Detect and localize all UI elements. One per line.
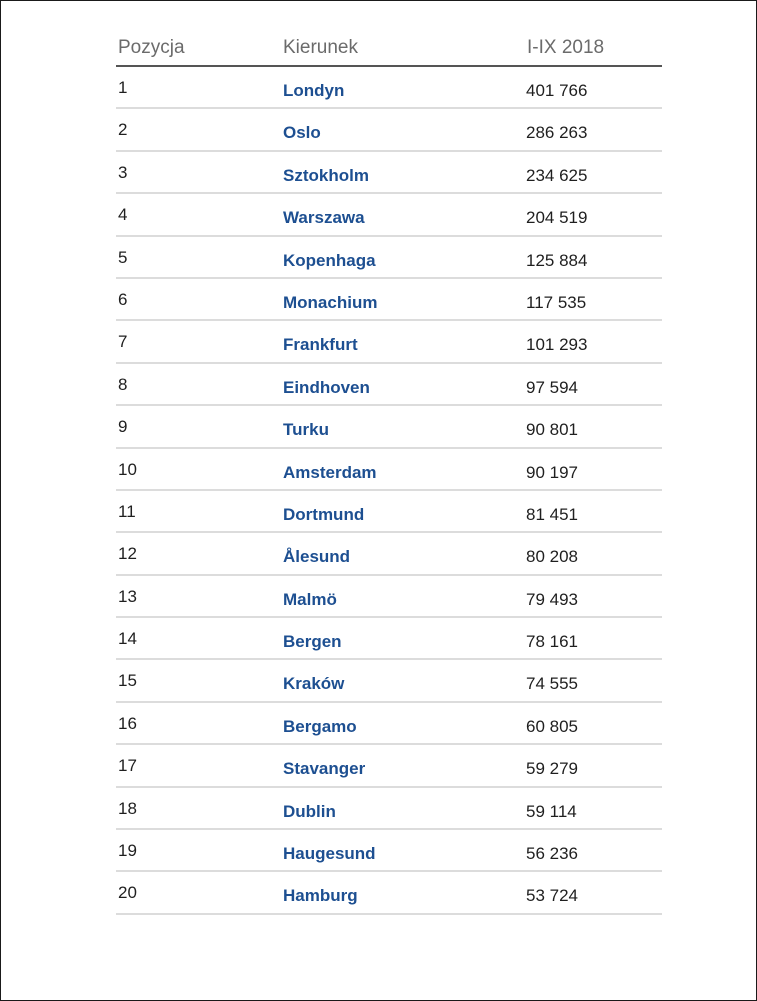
table-row <box>116 745 662 787</box>
row-value: 79 493 <box>526 589 578 609</box>
row-value: 286 263 <box>526 123 588 143</box>
table-header <box>116 33 662 67</box>
row-position: 13 <box>118 586 137 606</box>
row-value: 204 519 <box>526 208 588 228</box>
row-value: 74 555 <box>526 674 578 694</box>
row-position: 17 <box>118 756 137 776</box>
table-row <box>116 449 662 491</box>
row-value: 97 594 <box>526 377 578 397</box>
destination-link[interactable]: Bergen <box>283 632 342 652</box>
row-position: 2 <box>118 120 128 140</box>
table-row <box>116 364 662 406</box>
table-body <box>116 67 662 915</box>
table-row <box>116 533 662 575</box>
table-row <box>116 279 662 321</box>
destination-link[interactable]: Londyn <box>283 81 345 100</box>
row-position: 20 <box>118 883 137 903</box>
destination-link[interactable]: Malmö <box>283 589 337 609</box>
destination-link[interactable]: Oslo <box>283 123 321 143</box>
table-row <box>116 576 662 618</box>
row-value: 234 625 <box>526 165 588 185</box>
destination-link[interactable]: Hamburg <box>283 886 358 906</box>
table-row <box>116 67 662 109</box>
table-row <box>116 788 662 830</box>
destination-link[interactable]: Warszawa <box>283 208 365 228</box>
table-row <box>116 237 662 279</box>
table-row <box>116 109 662 151</box>
destination-link[interactable]: Sztokholm <box>283 165 369 185</box>
row-position: 10 <box>118 459 137 479</box>
row-value: 125 884 <box>526 250 588 270</box>
row-position: 7 <box>118 332 128 352</box>
header-destination: Kierunek <box>283 37 358 58</box>
destination-link[interactable]: Eindhoven <box>283 377 370 397</box>
destination-link[interactable]: Kraków <box>283 674 345 694</box>
destination-link[interactable]: Monachium <box>283 292 378 312</box>
destination-link[interactable]: Ålesund <box>283 547 351 567</box>
row-position: 19 <box>118 841 137 861</box>
row-position: 11 <box>118 501 136 521</box>
row-position: 15 <box>118 671 137 691</box>
row-value: 90 801 <box>526 420 578 440</box>
table-row <box>116 406 662 448</box>
header-value: I-IX 2018 <box>527 37 605 58</box>
table-row <box>116 703 662 745</box>
table-row <box>116 491 662 533</box>
table-row <box>116 194 662 236</box>
row-value: 401 766 <box>526 81 588 100</box>
row-position: 6 <box>118 289 128 309</box>
destination-link[interactable]: Amsterdam <box>283 462 377 482</box>
row-value: 101 293 <box>526 335 588 355</box>
row-position: 4 <box>118 205 128 225</box>
row-value: 90 197 <box>526 462 578 482</box>
row-value: 59 279 <box>526 759 578 779</box>
row-position: 1 <box>118 78 128 97</box>
row-value: 53 724 <box>526 886 578 906</box>
destination-link[interactable]: Bergamo <box>283 716 357 736</box>
table-row <box>116 618 662 660</box>
table-row <box>116 660 662 702</box>
destination-link[interactable]: Turku <box>283 420 329 440</box>
destination-link[interactable]: Dortmund <box>283 504 365 524</box>
row-value: 117 535 <box>526 292 587 312</box>
row-position: 18 <box>118 798 137 818</box>
table-row <box>116 830 662 872</box>
destination-link[interactable]: Stavanger <box>283 759 366 779</box>
row-value: 60 805 <box>526 716 578 736</box>
table-row <box>116 321 662 363</box>
destination-link[interactable]: Kopenhaga <box>283 250 376 270</box>
destination-link[interactable]: Frankfurt <box>283 335 358 355</box>
destination-link[interactable]: Haugesund <box>283 844 376 864</box>
table-row <box>116 872 662 914</box>
destinations-table <box>116 33 662 915</box>
row-value: 78 161 <box>526 632 578 652</box>
destination-link[interactable]: Dublin <box>283 801 336 821</box>
row-position: 12 <box>118 544 137 564</box>
table-row <box>116 152 662 194</box>
row-position: 14 <box>118 629 137 649</box>
row-value: 56 236 <box>526 844 578 864</box>
row-value: 81 451 <box>526 504 578 524</box>
row-position: 3 <box>118 162 128 182</box>
row-position: 5 <box>118 247 128 267</box>
row-position: 16 <box>118 713 137 733</box>
row-value: 59 114 <box>526 801 577 821</box>
row-position: 9 <box>118 417 128 437</box>
row-position: 8 <box>118 374 128 394</box>
header-position: Pozycja <box>118 37 185 58</box>
row-value: 80 208 <box>526 547 578 567</box>
